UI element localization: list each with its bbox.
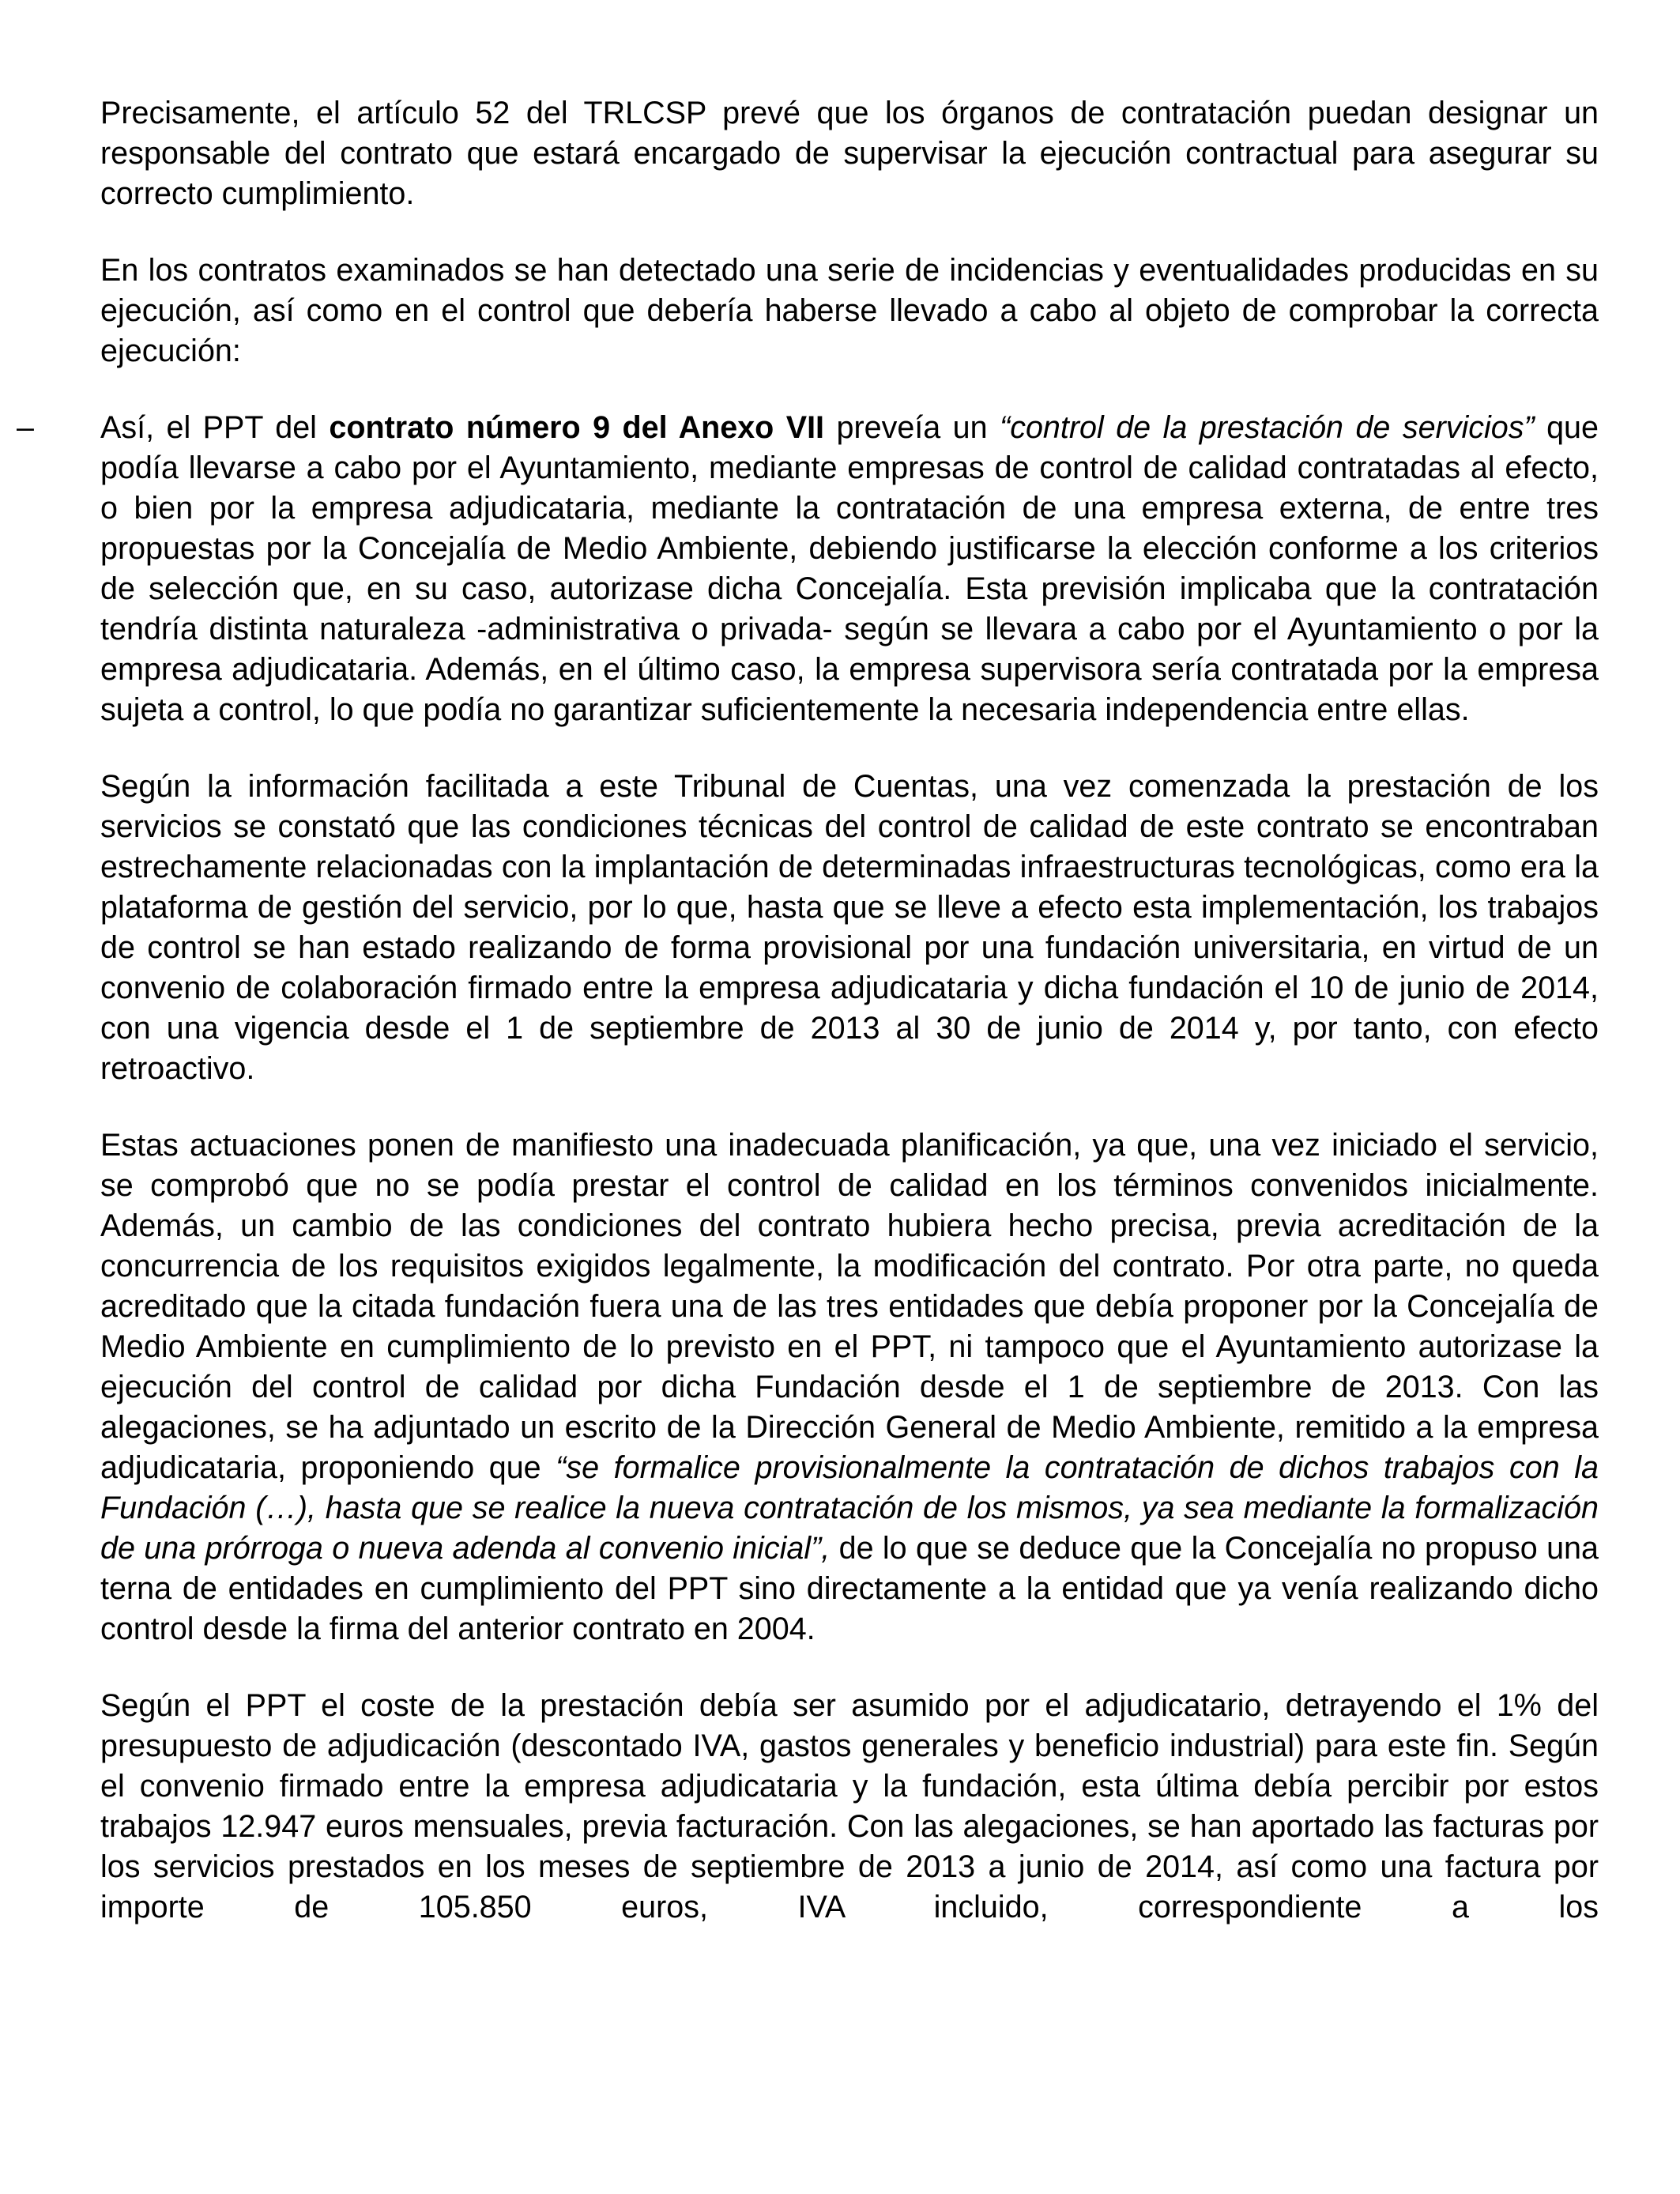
document-page [17, 93, 1599, 1964]
paragraph-6 [100, 1686, 1599, 1928]
paragraph-1-text: Precisamente, el artículo 52 del TRLCSP prevé que los órganos de contratación puedan designar un responsable del contrato que estará encargado de supervisar la ejecución contractual para asegurar su correcto cumplimiento. [100, 96, 1599, 211]
paragraph-6-text: Según el PPT el coste de la prestación debía ser asumido por el adjudicatario, detrayendo el 1% del presupuesto de adjudicación (descontado IVA, gastos generales y beneficio industrial) para este fin. Según el convenio firmado entre la empresa adjudicataria y la fundación, esta última debía percibir por estos trabajos 12.947 euros mensuales, previa facturación. Con las alegaciones, se han aportado las facturas por los servicios prestados en los meses de septiembre de 2013 a junio de 2014, así como una factura por importe de 105.850 euros, IVA incluido, correspondiente a los [100, 1688, 1599, 1924]
paragraph-5-text-a: Estas actuaciones ponen de manifiesto una inadecuada planificación, ya que, una vez iniciado el servicio, se comprobó que no se podía prestar el control de calidad en los términos convenidos inicialmente. Además, un cambio de las condiciones del contrato hubiera hecho precisa, previa acreditación de la concurrencia de los requisitos exigidos legalmente, la modificación del contrato. Por otra parte, no queda acreditado que la citada fundación fuera una de las tres entidades que debía proponer por la Concejalía de Medio Ambiente en cumplimiento de lo previsto en el PPT, ni tampoco que el Ayuntamiento autorizase la ejecución del control de calidad por dicha Fundación desde el 1 de septiembre de 2013. Con las alegaciones, se ha adjuntado un escrito de la Dirección General de Medio Ambiente, remitido a la empresa adjudicataria, proponiendo que [100, 1128, 1599, 1485]
paragraph-5 [100, 1125, 1599, 1649]
dash-bullet-icon: – [17, 410, 34, 445]
paragraph-2-text: En los contratos examinados se han detectado una serie de incidencias y eventualidades producidas en su ejecución, así como en el control que debería haberse llevado a cabo al objeto de comprobar la correcta ejecución: [100, 253, 1599, 368]
paragraph-4-text: Según la información facilitada a este Tribunal de Cuentas, una vez comenzada la prestación de los servicios se constató que las condiciones técnicas del control de calidad de este contrato se encontraban estrechamente relacionadas con la implantación de determinadas infraestructuras tecnológicas, como era la plataforma de gestión del servicio, por lo que, hasta que se lleve a efecto esta implementación, los trabajos de control se han estado realizando de forma provisional por una fundación universitaria, en virtud de un convenio de colaboración firmado entre la empresa adjudicataria y dicha fundación el 10 de junio de 2014, con una vigencia desde el 1 de septiembre de 2013 al 30 de junio de 2014 y, por tanto, con efecto retroactivo. [100, 769, 1599, 1086]
bullet-text-quote: “control de la prestación de servicios” [1000, 410, 1535, 445]
paragraph-1 [100, 93, 1599, 214]
bullet-text-mid: preveía un [824, 410, 1000, 445]
bullet-text-rest: que podía llevarse a cabo por el Ayuntamiento, mediante empresas de control de calidad contratadas al efecto, o bien por la empresa adjudicataria, mediante la contratación de una empresa externa, de entre tres propuestas por la Concejalía de Medio Ambiente, debiendo justificarse la elección conforme a los criterios de selección que, en su caso, autorizase dicha Concejalía. Esta previsión implicaba que la contratación tendría distinta naturaleza -administrativa o privada- según se llevara a cabo por el Ayuntamiento o por la empresa adjudicataria. Además, en el último caso, la empresa supervisora sería contratada por la empresa sujeta a control, lo que podía no garantizar suficientemente la necesaria independencia entre ellas. [100, 410, 1599, 727]
bullet-paragraph [17, 408, 1599, 730]
bullet-text-intro: Así, el PPT del [100, 410, 330, 445]
bullet-text-bold: contrato número 9 del Anexo VII [329, 410, 825, 445]
paragraph-4 [100, 767, 1599, 1089]
paragraph-5-text-b: de lo que se deduce que la Concejalía no propuso una terna de entidades en cumplimiento del PPT sino directamente a la entidad que ya venía realizando dicho control desde la firma del anterior contrato en 2004. [100, 1531, 1599, 1646]
paragraph-2 [100, 251, 1599, 371]
paragraph-5-quote: “se formalice provisionalmente la contratación de dichos trabajos con la Fundación (…), hasta que se realice la nueva contratación de los mismos, ya sea mediante la formalización de una prórroga o nueva adenda al convenio inicial”, [100, 1450, 1599, 1566]
